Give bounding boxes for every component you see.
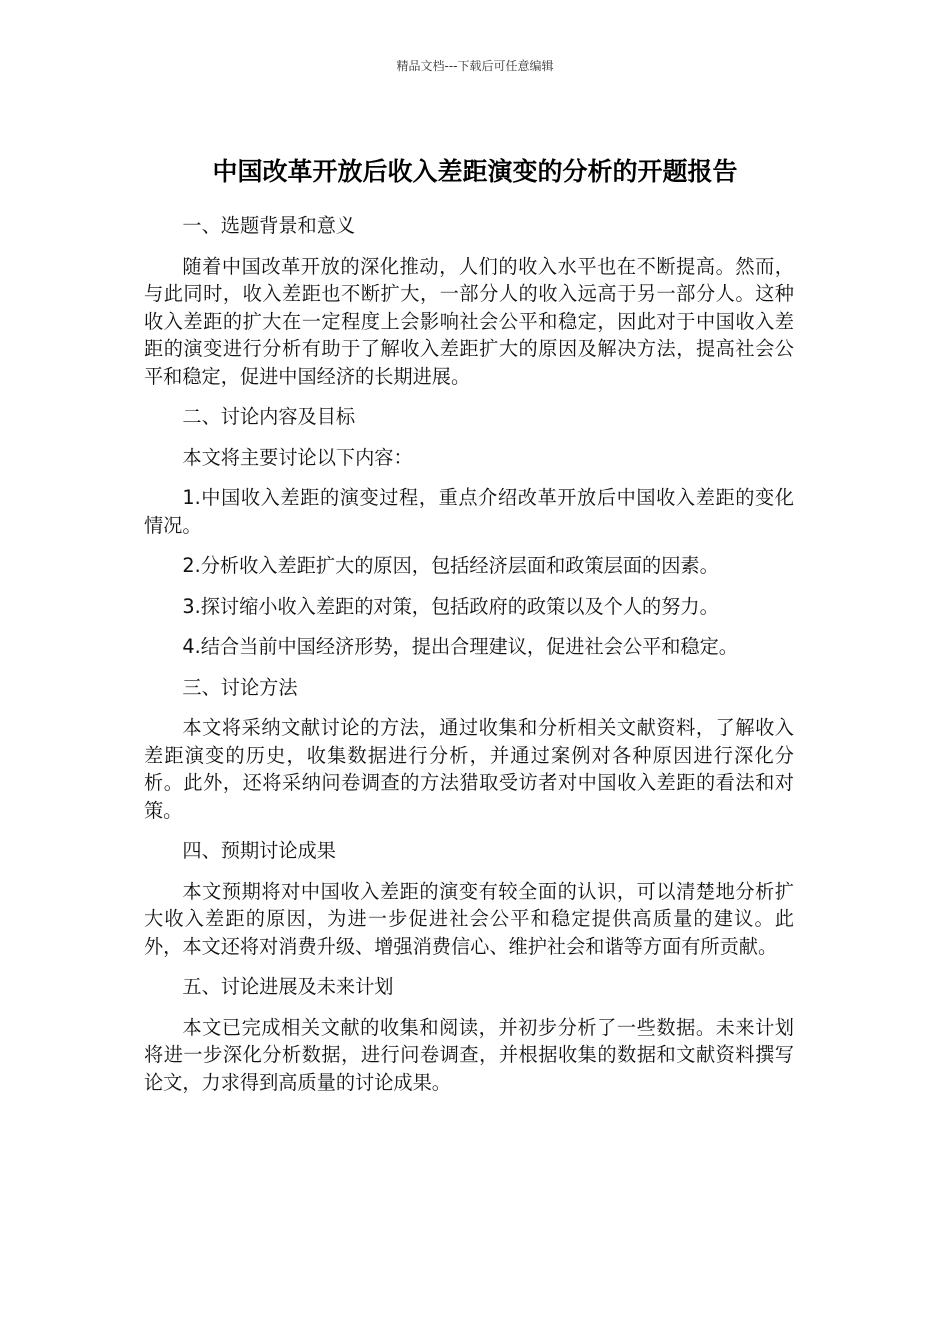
list-item-1: 1.中国收入差距的演变过程，重点介绍改革开放后中国收入差距的变化情况。 xyxy=(144,486,794,537)
section-heading-method: 三、讨论方法 xyxy=(182,675,298,699)
section-heading-content-goals: 二、讨论内容及目标 xyxy=(182,405,356,428)
page-header-note: 精品文档---下载后可任意编辑 xyxy=(396,59,554,73)
section-heading-progress-plan: 五、讨论进展及未来计划 xyxy=(182,975,394,998)
paragraph-background: 随着中国改革开放的深化推动，人们的收入水平也在不断提高。然而，与此同时，收入差距也不断扩大，一部分人的收入远高于另一部分人。这种收入差距的扩大在一定程度上会影响社会公平和稳定，因此对于中国收入差距的演变进行分析有助于了解收入差距扩大的原因及解决方法，提高社会公平和稳定，促进中国经济的长期进展。 xyxy=(144,254,794,388)
paragraph-progress-plan: 本文已完成相关文献的收集和阅读，并初步分析了一些数据。未来计划将进一步深化分析数据，进行问卷调查，并根据收集的数据和文献资料撰写论文，力求得到高质量的讨论成果。 xyxy=(144,1015,794,1094)
document-body xyxy=(144,212,794,1109)
document-title: 中国改革开放后收入差距演变的分析的开题报告 xyxy=(212,156,738,186)
list-item-2: 2.分析收入差距扩大的原因，包括经济层面和政策层面的因素。 xyxy=(182,554,719,577)
section-heading-background: 一、选题背景和意义 xyxy=(182,214,356,237)
section-heading-expected-results: 四、预期讨论成果 xyxy=(182,839,336,862)
list-item-4: 4.结合当前中国经济形势，提出合理建议，促进社会公平和稳定。 xyxy=(182,635,738,658)
paragraph-expected-results: 本文预期将对中国收入差距的演变有较全面的认识，可以清楚地分析扩大收入差距的原因，为进一步促进社会公平和稳定提供高质量的建议。此外，本文还将对消费升级、增强消费信心、维护社会和谐等方面有所贡献。 xyxy=(144,879,794,958)
paragraph-content-intro: 本文将主要讨论以下内容： xyxy=(182,445,413,469)
paragraph-method: 本文将采纳文献讨论的方法，通过收集和分析相关文献资料，了解收入差距演变的历史，收集数据进行分析，并通过案例对各种原因进行深化分析。此外，还将采纳问卷调查的方法猎取受访者对中国收入差距的看法和对策。 xyxy=(144,716,794,822)
list-item-3: 3.探讨缩小收入差距的对策，包括政府的政策以及个人的努力。 xyxy=(182,594,719,618)
